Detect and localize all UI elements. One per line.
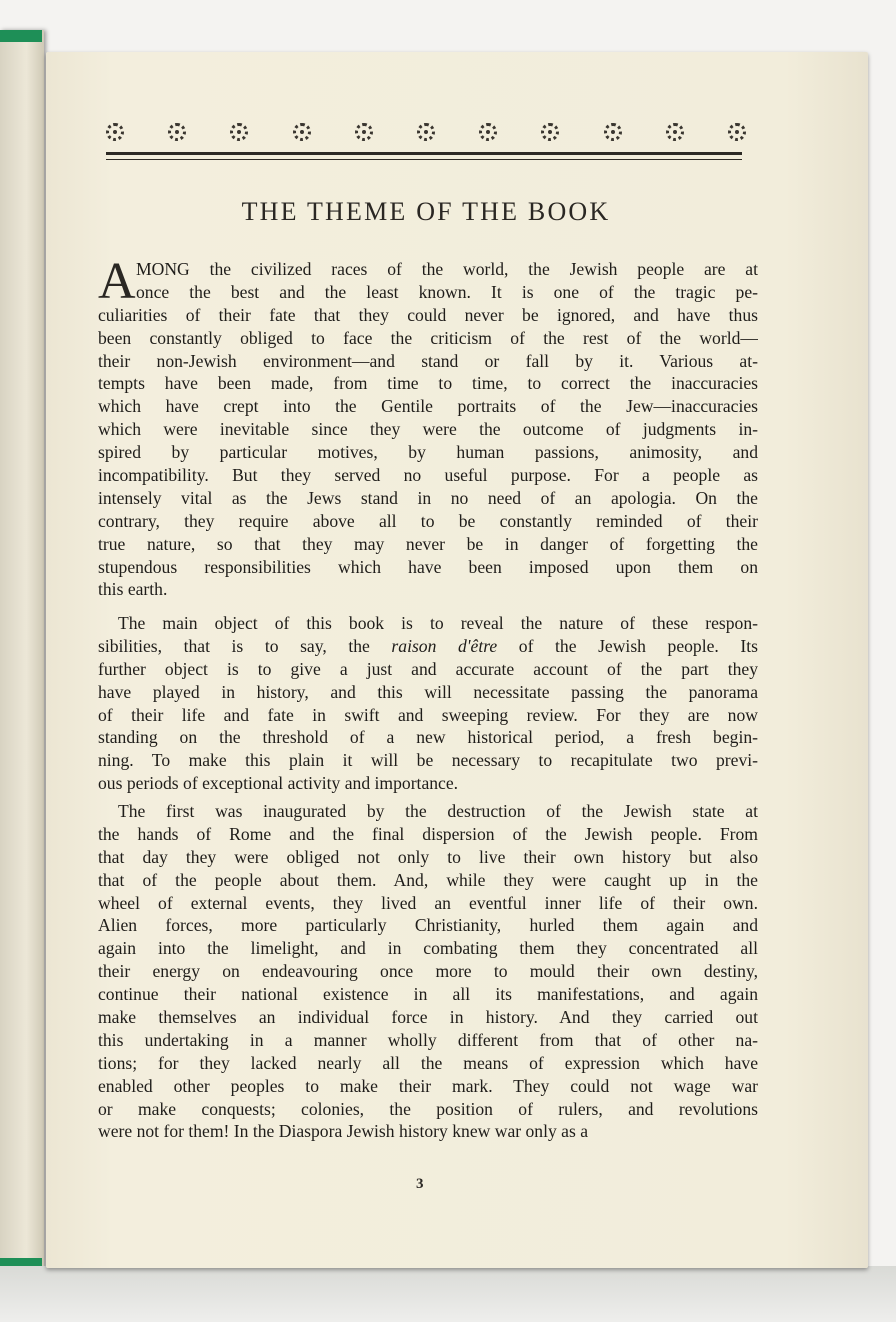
flower-ornament-icon (168, 123, 186, 141)
text-line: ning. To make this plain it will be necessary to recapitulate two previ- (98, 750, 758, 771)
text-line: which were inevitable since they were the outcome of judgments in- (98, 419, 758, 440)
page-number: 3 (416, 1176, 424, 1192)
text-line: The first was inaugurated by the destruction of the Jewish state at (118, 801, 758, 821)
text-line: standing on the threshold of a new historical period, a fresh begin- (98, 727, 758, 748)
cover-edge-top (0, 30, 42, 42)
flower-ornament-icon (417, 123, 435, 141)
text-line: wheel of external events, they lived an eventful inner life of their own. (98, 892, 758, 913)
facing-page-edge (0, 30, 44, 1270)
flower-ornament-icon (479, 123, 497, 141)
text-line: their non-Jewish environment—and stand or fall by it. Various at- (98, 350, 758, 371)
ornament-row (106, 122, 746, 142)
text-line: make themselves an individual force in history. And they carried out (98, 1007, 758, 1028)
book-cover-bottom (0, 1266, 896, 1322)
text-line: intensely vital as the Jews stand in no need of an apologia. On the (98, 487, 758, 508)
text-line: continue their national existence in all its manifestations, and again (98, 984, 758, 1005)
text-line: their energy on endeavouring once more to mould their own destiny, (98, 961, 758, 982)
text-line: sibilities, that is to say, the raison d'être of the Jewish people. Its (98, 635, 758, 656)
text-line: which have crept into the Gentile portraits of the Jew—inaccuracies (98, 396, 758, 417)
flower-ornament-icon (728, 123, 746, 141)
text-line: that day they were obliged not only to live their own history but also (98, 846, 758, 867)
text-line: again into the limelight, and in combating them they concentrated all (98, 938, 758, 959)
text-line: spired by particular motives, by human passions, animosity, and (98, 442, 758, 463)
text-line: tempts have been made, from time to time, to correct the inaccuracies (98, 373, 758, 394)
text-line: true nature, so that they may never be in danger of forgetting the (98, 533, 758, 554)
text-line: once the best and the least known. It is one of the tragic pe- (136, 281, 758, 302)
paragraph-1 (98, 253, 758, 601)
text-line: were not for them! In the Diaspora Jewish history knew war only as a (98, 1121, 589, 1142)
flower-ornament-icon (666, 123, 684, 141)
text-line: Alien forces, more particularly Christianity, hurled them again and (98, 915, 758, 936)
text-line: MONG the civilized races of the world, the Jewish people are at (136, 259, 758, 279)
flower-ornament-icon (106, 123, 124, 141)
text-line: of their life and fate in swift and sweeping review. For they are now (98, 704, 758, 725)
text-line: that of the people about them. And, while they were caught up in the (98, 869, 758, 890)
text-line: the hands of Rome and the final dispersion of the Jewish people. From (98, 823, 758, 844)
text-line: this undertaking in a manner wholly different from that of other na- (98, 1029, 758, 1050)
text-line: further object is to give a just and accurate account of the part they (98, 658, 758, 679)
text-line: contrary, they require above all to be constantly reminded of their (98, 510, 758, 531)
flower-ornament-icon (541, 123, 559, 141)
text-line: stupendous responsibilities which have been imposed upon them on (98, 556, 758, 577)
flower-ornament-icon (355, 123, 373, 141)
flower-ornament-icon (293, 123, 311, 141)
text-line: been constantly obliged to face the criticism of the rest of the world— (98, 327, 758, 348)
drop-cap: A (98, 253, 136, 310)
paragraph-3 (98, 800, 758, 1143)
text-line: or make conquests; colonies, the position of rulers, and revolutions (98, 1098, 758, 1119)
flower-ornament-icon (604, 123, 622, 141)
book-page (46, 52, 868, 1268)
chapter-title: THE THEME OF THE BOOK (241, 197, 611, 226)
text-line: this earth. (98, 579, 168, 600)
text-line: tions; for they lacked nearly all the means of expression which have (98, 1052, 758, 1073)
header-rule-thin (106, 159, 742, 160)
text-line: have played in history, and this will necessitate passing the panorama (98, 681, 758, 702)
header-rule-thick (106, 152, 742, 155)
paragraph-2 (98, 612, 758, 795)
text-line: incompatibility. But they served no useful purpose. For a people as (98, 465, 758, 486)
text-line: The main object of this book is to reveal the nature of these respon- (118, 613, 758, 633)
text-line: culiarities of their fate that they could never be ignored, and have thus (98, 304, 758, 325)
text-line: ous periods of exceptional activity and importance. (98, 773, 459, 794)
text-line: enabled other peoples to make their mark. They could not wage war (98, 1075, 758, 1096)
flower-ornament-icon (230, 123, 248, 141)
